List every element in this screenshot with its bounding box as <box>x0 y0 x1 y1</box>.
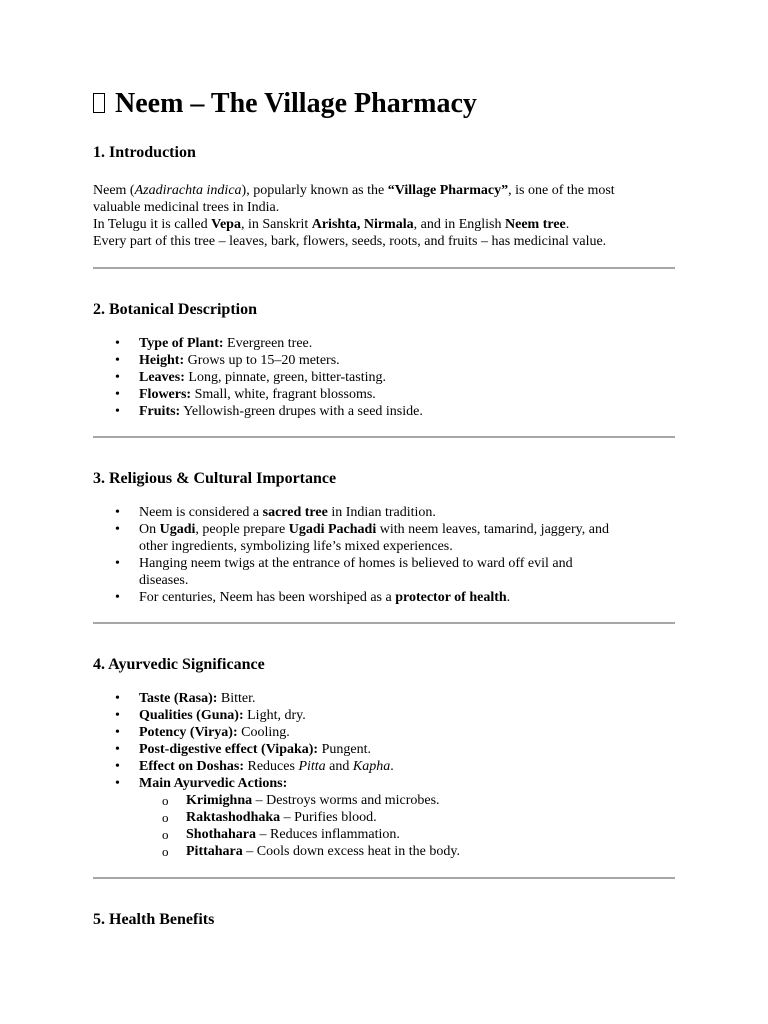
text-run: Grows up to 15–20 meters. <box>184 353 340 368</box>
text-run: other ingredients, symbolizing life’s mixed experiences. <box>139 539 453 554</box>
bold-text: Vepa <box>211 217 241 232</box>
ayurvedic-list <box>93 690 675 860</box>
text-run: On <box>139 522 160 537</box>
section-divider <box>93 622 675 624</box>
list-item <box>93 369 675 386</box>
list-item <box>93 775 675 860</box>
bold-text: Post-digestive effect (Vipaka): <box>139 742 319 757</box>
list-item <box>93 589 675 606</box>
text-run: – Reduces inflammation. <box>256 827 400 842</box>
list-item <box>93 352 675 369</box>
text-run: Neem is considered a <box>139 505 263 520</box>
bold-text: Shothahara <box>186 827 257 842</box>
sub-list-item <box>139 826 675 843</box>
text-run: In Telugu it is called <box>93 217 212 232</box>
list-item <box>93 555 675 589</box>
section-religious-cultural <box>93 469 675 606</box>
bold-text: Height: <box>139 353 185 368</box>
text-run: Evergreen tree. <box>223 336 313 351</box>
bold-text: “Village Pharmacy” <box>387 183 509 198</box>
list-item <box>93 403 675 420</box>
text-run: Cooling. <box>237 725 290 740</box>
text-run: – Purifies blood. <box>280 810 377 825</box>
bold-text: Ugadi <box>159 522 196 537</box>
list-item <box>93 724 675 741</box>
bold-text: Potency (Virya): <box>139 725 238 740</box>
list-item <box>93 521 675 555</box>
text-run: Yellowish-green drupes with a seed inside. <box>180 404 423 419</box>
heading-health-benefits: 5. Health Benefits <box>93 911 215 928</box>
heading-ayurvedic-significance: 4. Ayurvedic Significance <box>93 656 265 673</box>
text-run: valuable medicinal trees in India. <box>93 200 280 215</box>
bold-text: Main Ayurvedic Actions: <box>139 776 288 791</box>
document-title-text: Neem – The Village Pharmacy <box>115 88 477 119</box>
italic-text: Kapha <box>352 759 391 774</box>
section-divider <box>93 436 675 438</box>
text-run: . <box>565 217 570 232</box>
heading-introduction: 1. Introduction <box>93 144 196 161</box>
bold-text: Fruits: <box>139 404 181 419</box>
ayurvedic-actions-list <box>139 792 675 860</box>
bold-text: Leaves: <box>139 370 185 385</box>
section-botanical-description <box>93 300 675 420</box>
text-run: – Cools down excess heat in the body. <box>242 844 460 859</box>
bold-text: Effect on Doshas: <box>139 759 244 774</box>
introduction-paragraph <box>93 182 675 250</box>
text-run: Long, pinnate, green, bitter-tasting. <box>184 370 386 385</box>
bold-text: Arishta, Nirmala <box>311 217 414 232</box>
bold-text: Type of Plant: <box>139 336 224 351</box>
text-run: ), popularly known as the <box>241 183 388 198</box>
text-run: with neem leaves, tamarind, jaggery, and <box>376 522 609 537</box>
bold-text: Ugadi Pachadi <box>288 522 377 537</box>
section-divider <box>93 267 675 269</box>
unrecognized-glyph-icon <box>93 93 105 113</box>
text-run: Reduces <box>244 759 299 774</box>
text-run: Neem ( <box>93 183 135 198</box>
sub-list-item <box>139 792 675 809</box>
bold-text: sacred tree <box>262 505 328 520</box>
text-run: Bitter. <box>217 691 256 706</box>
text-run: , is one of the most <box>508 183 615 198</box>
text-run: . <box>390 759 394 774</box>
text-run: Small, white, fragrant blossoms. <box>191 387 376 402</box>
text-run: Light, dry. <box>243 708 306 723</box>
text-run: , people prepare <box>195 522 289 537</box>
text-run: in Indian tradition. <box>327 505 436 520</box>
heading-botanical-description: 2. Botanical Description <box>93 301 257 318</box>
bold-text: Qualities (Guna): <box>139 708 244 723</box>
document-title <box>93 85 675 123</box>
text-run: diseases. <box>139 573 189 588</box>
text-run: Every part of this tree – leaves, bark, flowers, seeds, roots, and fruits – has medicinal value. <box>93 234 607 249</box>
bold-text: Krimighna <box>186 793 253 808</box>
bold-text: Raktashodhaka <box>186 810 281 825</box>
list-item <box>93 335 675 352</box>
italic-text: Pitta <box>298 759 326 774</box>
italic-text: Azadirachta indica <box>134 183 242 198</box>
list-item <box>93 707 675 724</box>
bold-text: Pittahara <box>186 844 243 859</box>
list-item <box>93 386 675 403</box>
list-item <box>93 504 675 521</box>
text-run: , in Sanskrit <box>240 217 312 232</box>
section-introduction <box>93 143 675 250</box>
religious-list <box>93 504 675 606</box>
bold-text: Flowers: <box>139 387 192 402</box>
text-run: Hanging neem twigs at the entrance of homes is believed to ward off evil and <box>139 556 573 571</box>
list-item <box>93 690 675 707</box>
bold-text: Taste (Rasa): <box>139 691 218 706</box>
text-run: – Destroys worms and microbes. <box>252 793 440 808</box>
botanical-list <box>93 335 675 420</box>
text-run: and <box>325 759 353 774</box>
heading-religious-cultural: 3. Religious & Cultural Importance <box>93 470 337 487</box>
text-run: , and in English <box>413 217 506 232</box>
sub-list-item <box>139 843 675 860</box>
section-ayurvedic-significance <box>93 655 675 860</box>
sub-list-item <box>139 809 675 826</box>
list-item <box>93 758 675 775</box>
list-item <box>93 741 675 758</box>
text-run: Pungent. <box>318 742 371 757</box>
text-run: For centuries, Neem has been worshiped as a <box>139 590 396 605</box>
bold-text: protector of health <box>395 590 507 605</box>
bold-text: Neem tree <box>505 217 566 232</box>
section-divider <box>93 877 675 879</box>
text-run: . <box>506 590 511 605</box>
section-health-benefits <box>93 910 675 930</box>
